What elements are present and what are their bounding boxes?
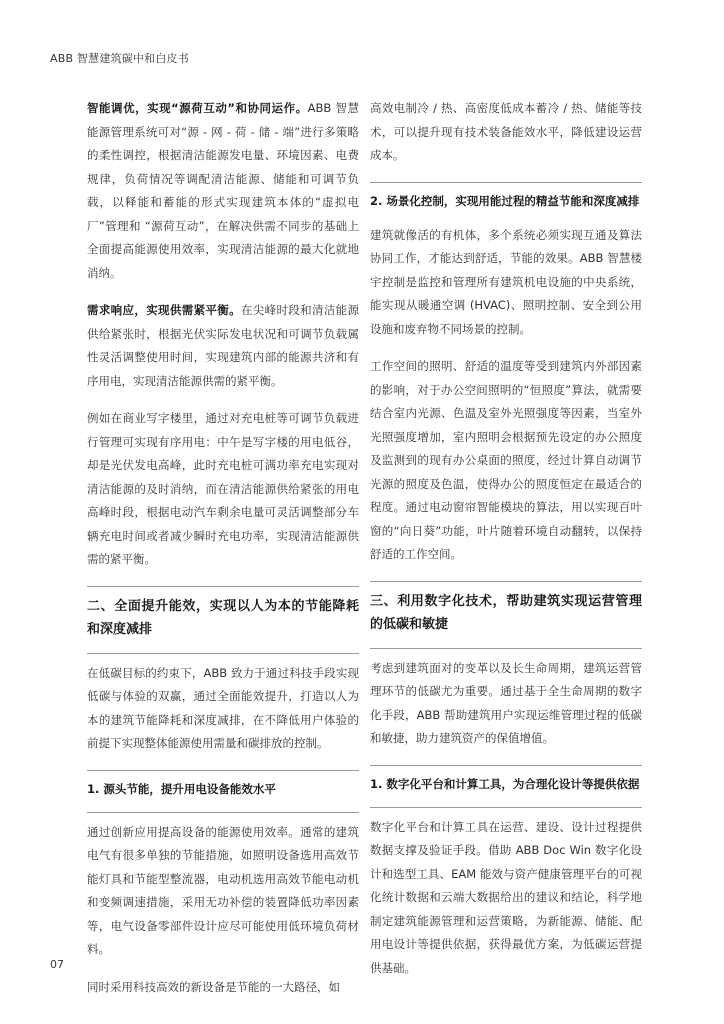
- paragraph-building-control: 建筑就像活的有机体，多个系统必须实现互通及算法协同工作，才能达到舒适，节能的效果。ABB 智慧楼宇控制是监控和管理所有建筑机电设施的中央系统，能实现从暖通空调 (HVAC)、照明控制、安全到公用设施和废弃物不同场景的控制。: [370, 227, 642, 336]
- section-divider: [370, 581, 642, 582]
- paragraph-storage-tech: 高效电制冷 / 热、高密度低成本蓄冷 / 热、储能等技术，可以提升现有技术装备能效水平，降低建设运营成本。: [370, 101, 642, 162]
- paragraph-smart-tuning: [87, 97, 359, 285]
- lead-demand-response: 需求响应，实现供需紧平衡。: [87, 303, 241, 317]
- subsection-divider: [370, 182, 642, 183]
- section-divider: [87, 653, 359, 654]
- paragraph-office-example: 例如在商业写字楼里，通过对充电桩等可调节负载进行管理可实现有序用电：中午是写字楼的用电低谷，却是光伏发电高峰，此时充电桩可满功率充电实现对清洁能源的及时消纳，而在清洁能源供给紧张的用电高峰时段，根据电动汽车剩余电量可灵活调整部分车辆充电时间或者减少瞬时充电功率，实现清洁能源供需的紧平衡。: [87, 411, 359, 566]
- paragraph-low-carbon-target: 在低碳目标的约束下，ABB 致力于通过科技手段实现低碳与体验的双赢，通过全面能效提升，打造以人为本的建筑节能降耗和深度减排，在不降低用户体验的前提下实现整体能源使用需量和碳排放的控制。: [87, 665, 359, 750]
- subsection-divider: [87, 812, 359, 813]
- page-number: 07: [50, 958, 64, 971]
- subheading-scenario-control: 2. 场景化控制，实现用能过程的精益节能和深度减排: [370, 193, 640, 208]
- right-column: [370, 97, 642, 994]
- subsection-divider: [87, 770, 359, 771]
- paragraph-device-efficiency: 通过创新应用提高设备的能源使用效率。通常的建筑电气有很多单独的节能措施，如照明设备选用高效节能灯具和节能型整流器，电动机选用高效节能电动机和变频调速措施，采用无功补偿的装置降低功率因素等，电气设备零部件设计应尽可能使用低环境负荷材料。: [87, 824, 359, 956]
- section-divider: [87, 586, 359, 587]
- subheading-digital-platform: 1. 数字化平台和计算工具，为合理化设计等提供依据: [370, 776, 640, 791]
- text-smart-tuning: ABB 智慧能源管理系统可对“源 - 网 - 荷 - 储 - 端”进行多策略的柔性调控，根据清洁能源发电量、环境因素、电费规律，负荷情况等调配清洁能源、储能和可调节负载，以释能和蓄能的形式实现建筑本体的“虚拟电厂”管理和 “源荷互动”，在解决供需不同步的基础上全面提高能源使用效率，实现清洁能源的最大化就地消纳。: [87, 101, 359, 280]
- subsection-divider: [370, 765, 642, 766]
- paragraph-digital-tools: 数字化平台和计算工具在运营、建设、设计过程提供数据支撑及验证手段。借助 ABB Doc Win 数字化设计和选型工具、EAM 能效与资产健康管理平台的可视化统计数据和云端大数据给出的建议和结论，科学地制定建筑能源管理和运营策略，为新能源、储能、配用电设计等提供依据，获得最优方案，为低碳运营提供基础。: [370, 819, 642, 975]
- subsection-divider: [370, 807, 642, 808]
- text-demand-response: 在尖峰时段和清洁能源供给紧张时，根据光伏实际发电状况和可调节负载属性灵活调整使用时间，实现建筑内部的能源共济和有序用电，实现清洁能源供需的紧平衡。: [87, 303, 360, 388]
- section-heading-2: 二、全面提升能效，实现以人为本的节能降耗和深度减排: [87, 598, 359, 637]
- section-heading-3: 三、利用数字化技术，帮助建筑实现运营管理的低碳和敏捷: [370, 593, 642, 632]
- left-column: [87, 97, 359, 1013]
- subheading-source-saving: 1. 源头节能，提升用电设备能效水平: [87, 781, 276, 796]
- document-header-title: ABB 智慧建筑碳中和白皮书: [50, 52, 189, 65]
- lead-smart-tuning: 智能调优，实现“源荷互动”和协同运作。: [87, 101, 308, 115]
- paragraph-demand-response: [87, 299, 359, 393]
- section-divider: [370, 648, 642, 649]
- paragraph-lifecycle: 考虑到建筑面对的变革以及长生命周期，建筑运营管理环节的低碳尤为重要。通过基于全生命周期的数字化手段，ABB 帮助建筑用户实现运维管理过程的低碳和敏捷，助力建筑资产的保值增值。: [370, 660, 642, 745]
- paragraph-new-equipment: 同时采用科技高效的新设备是节能的一大路径，如: [87, 979, 340, 994]
- paragraph-lighting-algorithm: 工作空间的照明、舒适的温度等受到建筑内外部因素的影响，对于办公空间照明的“恒照度”算法，就需要结合室内光源、色温及室外光照强度等因素，当室外光照强度增加，室内照明会根据预先设定的办公照度及监测到的现有办公桌面的照度，经过计算自动调节光源的照度及色温，使得办公的照度恒定在最适合的程度。通过电动窗帘智能模块的算法，用以实现百叶窗的“向日葵”功能，叶片随着环境自动翻转，以保持舒适的工作空间。: [370, 359, 642, 561]
